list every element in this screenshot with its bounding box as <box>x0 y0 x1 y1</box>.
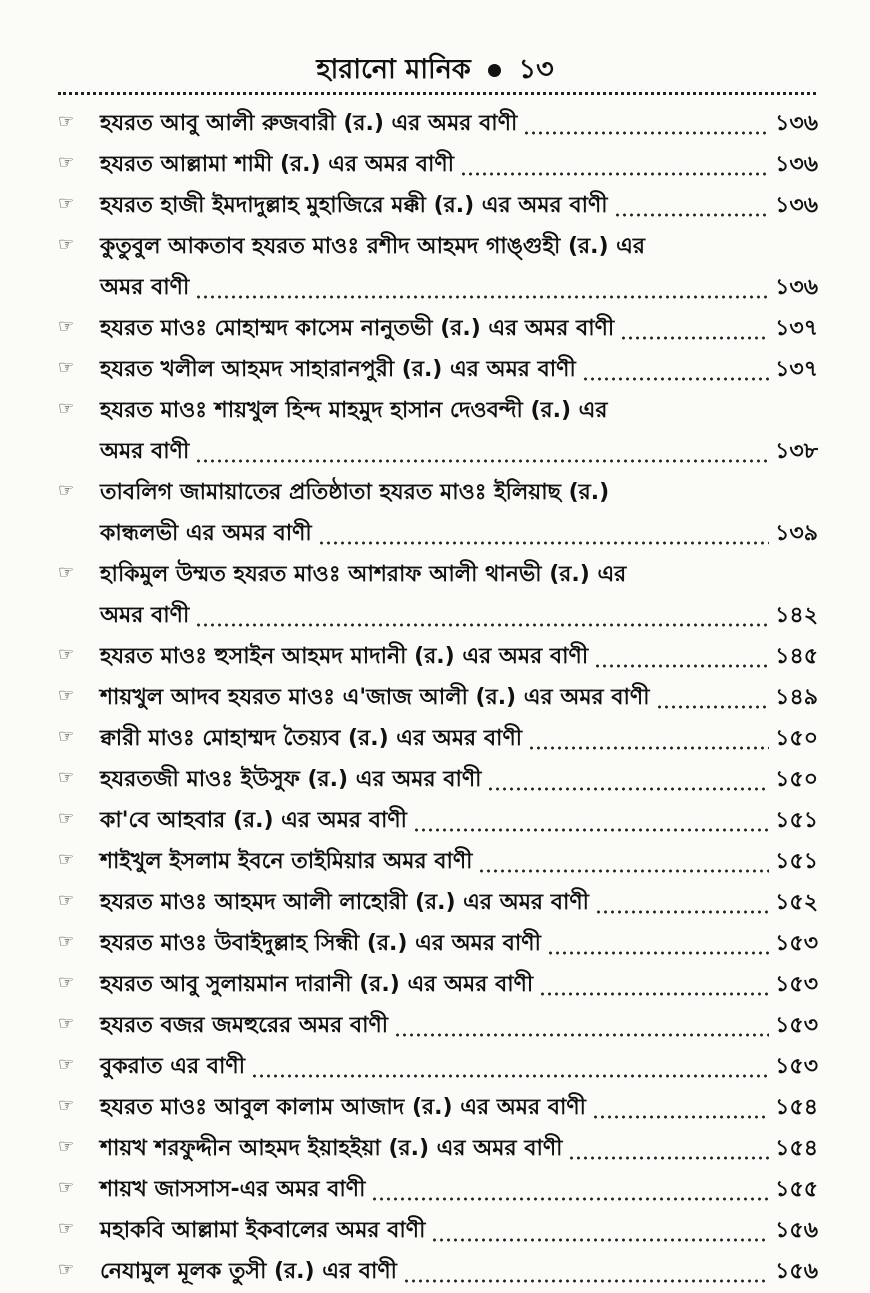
toc-page-number: ১৫৩ <box>775 972 818 997</box>
pointing-hand-icon: ☞ <box>58 1054 75 1075</box>
dot-leader <box>371 1197 769 1201</box>
toc-page-number: ১৫৩ <box>775 1013 818 1038</box>
toc-entry[interactable] <box>58 719 818 760</box>
pointing-hand-icon: ☞ <box>58 357 75 378</box>
toc-entry[interactable] <box>58 186 818 227</box>
toc-page-number: ১৩৬ <box>775 275 818 300</box>
pointing-hand-icon: ☞ <box>58 1095 75 1116</box>
toc-entry[interactable] <box>58 350 818 391</box>
toc-page-number: ১৫৬ <box>775 1218 818 1243</box>
toc-page-number: ১৩৯ <box>775 521 818 546</box>
dot-leader <box>195 459 769 463</box>
toc-entry-title: হযরত মাওঃ আহমদ আলী লাহোরী (র.) এর অমর বাণী <box>100 890 589 915</box>
toc-entry[interactable] <box>58 637 818 678</box>
toc-page-number: ১৪৯ <box>775 685 818 710</box>
toc-entry-title: তাবলিগ জামায়াতের প্রতিষ্ঠাতা হযরত মাওঃ ইলিয়াছ (র.) <box>100 480 610 505</box>
dot-leader <box>614 213 770 217</box>
pointing-hand-icon: ☞ <box>58 931 75 952</box>
toc-page-number: ১৫৩ <box>775 1054 818 1079</box>
pointing-hand-icon: ☞ <box>58 1218 75 1239</box>
toc-entry[interactable] <box>58 1047 818 1088</box>
pointing-hand-icon: ☞ <box>58 767 75 788</box>
toc-entry-title: হযরত আবু আলী রুজবারী (র.) এর অমর বাণী <box>100 111 518 136</box>
toc-entry-title: হযরত বজর জমহুরের অমর বাণী <box>100 1013 389 1038</box>
toc-entry[interactable] <box>58 883 818 924</box>
toc-entry[interactable] <box>58 678 818 719</box>
toc-page-number: ১৫০ <box>775 767 818 792</box>
dot-leader <box>487 787 769 791</box>
toc-page-number: ১৫৩ <box>775 931 818 956</box>
header-dotted-rule <box>58 92 816 95</box>
toc-entry[interactable] <box>58 965 818 1006</box>
dot-leader <box>318 541 769 545</box>
toc-page-number: ১৫১ <box>775 808 818 833</box>
pointing-hand-icon: ☞ <box>58 685 75 706</box>
toc-page-number: ১৪২ <box>775 603 818 628</box>
toc-entry-title: ক্বারী মাওঃ মোহাম্মদ তৈয়্যব (র.) এর অমর বাণী <box>100 726 523 751</box>
toc-entry-title: বুকরাত এর বাণী <box>100 1054 246 1079</box>
pointing-hand-icon: ☞ <box>58 152 75 173</box>
pointing-hand-icon: ☞ <box>58 398 75 419</box>
toc-entry-title: কুতুবুল আকতাব হযরত মাওঃ রশীদ আহমদ গাঙ্গুহী (র.) এর <box>100 234 646 259</box>
toc-entry[interactable] <box>58 104 818 145</box>
dot-leader <box>403 1279 769 1283</box>
toc-entry[interactable] <box>58 309 818 350</box>
toc-entry-title: শাইখুল ইসলাম ইবনে তাইমিয়ার অমর বাণী <box>100 849 473 874</box>
toc-entry-title: হযরতজী মাওঃ ইউসুফ (র.) এর অমর বাণী <box>100 767 482 792</box>
book-title: হারানো মানিক <box>316 54 471 85</box>
dot-leader <box>539 992 769 996</box>
dot-leader <box>582 377 769 381</box>
toc-entry-title: হযরত আবু সুলায়মান দারানী (র.) এর অমর বাণী <box>100 972 534 997</box>
dot-leader <box>523 131 769 135</box>
bullet-dot <box>488 64 501 77</box>
dot-leader <box>656 705 770 709</box>
dot-leader <box>620 336 769 340</box>
dot-leader <box>478 869 769 873</box>
pointing-hand-icon: ☞ <box>58 808 75 829</box>
toc-page-number: ১৫৪ <box>775 1136 818 1161</box>
header-page-number: ১৩ <box>518 54 554 85</box>
dot-leader <box>594 664 769 668</box>
toc-entry-title: শায়খুল আদব হযরত মাওঃ এ'জাজ আলী (র.) এর অমর বাণী <box>100 685 650 710</box>
dot-leader <box>460 172 769 176</box>
toc-page-number: ১৩৬ <box>775 193 818 218</box>
toc-entry[interactable] <box>58 227 818 309</box>
pointing-hand-icon: ☞ <box>58 1013 75 1034</box>
toc-entry[interactable] <box>58 1006 818 1047</box>
toc-page-number: ১৫৪ <box>775 1095 818 1120</box>
toc-entry-title: মহাকবি আল্লামা ইকবালের অমর বাণী <box>100 1218 426 1243</box>
toc-entry-title: হযরত খলীল আহমদ সাহারানপুরী (র.) এর অমর বাণী <box>100 357 576 382</box>
dot-leader <box>528 746 769 750</box>
pointing-hand-icon: ☞ <box>58 644 75 665</box>
pointing-hand-icon: ☞ <box>58 234 75 255</box>
toc-entry-title: কা'বে আহবার (র.) এর অমর বাণী <box>100 808 407 833</box>
toc-entry[interactable] <box>58 1252 818 1293</box>
toc-entry-title: হযরত মাওঃ শায়খুল হিন্দ মাহমুদ হাসান দেওবন্দী (র.) এর <box>100 398 608 423</box>
dot-leader <box>547 951 769 955</box>
dot-leader <box>195 623 769 627</box>
toc-entry-title: হযরত মাওঃ উবাইদুল্লাহ সিন্ধী (র.) এর অমর বাণী <box>100 931 541 956</box>
toc-entry-title: হাকিমুল উম্মত হযরত মাওঃ আশরাফ আলী থানভী (র.) এর <box>100 562 627 587</box>
toc-entry[interactable] <box>58 1170 818 1211</box>
toc-entry-title: হযরত মাওঃ হুসাইন আহমদ মাদানী (র.) এর অমর বাণী <box>100 644 589 669</box>
pointing-hand-icon: ☞ <box>58 1259 75 1280</box>
toc-entry[interactable] <box>58 1211 818 1252</box>
pointing-hand-icon: ☞ <box>58 562 75 583</box>
toc-entry-title: শায়খ জাসসাস-এর অমর বাণী <box>100 1177 366 1202</box>
toc-entry-title: হযরত আল্লামা শামী (র.) এর অমর বাণী <box>100 152 454 177</box>
dot-leader <box>592 1115 769 1119</box>
toc-entry-title-continuation: অমর বাণী <box>100 275 190 300</box>
table-of-contents <box>58 104 818 1293</box>
dot-leader <box>195 295 769 299</box>
dot-leader <box>413 828 769 832</box>
toc-page-number: ১৫০ <box>775 726 818 751</box>
page-header <box>55 52 815 88</box>
toc-entry[interactable] <box>58 1129 818 1170</box>
toc-entry[interactable] <box>58 801 818 842</box>
pointing-hand-icon: ☞ <box>58 193 75 214</box>
toc-entry-title-continuation: অমর বাণী <box>100 439 190 464</box>
pointing-hand-icon: ☞ <box>58 1177 75 1198</box>
dot-leader <box>394 1033 769 1037</box>
pointing-hand-icon: ☞ <box>58 480 75 501</box>
toc-page-number: ১৩৮ <box>775 439 818 464</box>
toc-entry[interactable] <box>58 555 818 637</box>
toc-page-number: ১৩৭ <box>775 316 818 341</box>
pointing-hand-icon: ☞ <box>58 726 75 747</box>
dot-leader <box>251 1074 769 1078</box>
toc-entry[interactable] <box>58 842 818 883</box>
toc-entry-title: হযরত হাজী ইমদাদুল্লাহ মুহাজিরে মক্কী (র.) এর অমর বাণী <box>100 193 608 218</box>
pointing-hand-icon: ☞ <box>58 1136 75 1157</box>
dot-leader <box>431 1238 769 1242</box>
toc-page-number: ১৫৬ <box>775 1259 818 1284</box>
pointing-hand-icon: ☞ <box>58 111 75 132</box>
toc-page-number: ১৩৬ <box>775 152 818 177</box>
dot-leader <box>595 910 769 914</box>
toc-entry-title: হযরত মাওঃ আবুল কালাম আজাদ (র.) এর অমর বাণী <box>100 1095 586 1120</box>
toc-entry-title: হযরত মাওঃ মোহাম্মদ কাসেম নানুতভী (র.) এর অমর বাণী <box>100 316 615 341</box>
toc-page-number: ১৪৫ <box>775 644 818 669</box>
toc-entry[interactable] <box>58 391 818 473</box>
dot-leader <box>568 1156 769 1160</box>
toc-page-number: ১৫২ <box>775 890 818 915</box>
toc-entry-title: শায়খ শরফুদ্দীন আহমদ ইয়াহইয়া (র.) এর অমর বাণী <box>100 1136 563 1161</box>
toc-page-number: ১৩৬ <box>775 111 818 136</box>
toc-entry-title-continuation: কান্ধলভী এর অমর বাণী <box>100 521 312 546</box>
toc-page-number: ১৫৫ <box>775 1177 818 1202</box>
toc-entry[interactable] <box>58 145 818 186</box>
toc-entry[interactable] <box>58 473 818 555</box>
toc-page-number: ১৫১ <box>775 849 818 874</box>
toc-entry[interactable] <box>58 760 818 801</box>
toc-page-number: ১৩৭ <box>775 357 818 382</box>
toc-entry-title-continuation: অমর বাণী <box>100 603 190 628</box>
toc-entry-title: নেযামুল মূলক তুসী (র.) এর বাণী <box>100 1259 397 1284</box>
pointing-hand-icon: ☞ <box>58 316 75 337</box>
pointing-hand-icon: ☞ <box>58 849 75 870</box>
toc-entry[interactable] <box>58 924 818 965</box>
pointing-hand-icon: ☞ <box>58 890 75 911</box>
toc-entry[interactable] <box>58 1088 818 1129</box>
pointing-hand-icon: ☞ <box>58 972 75 993</box>
